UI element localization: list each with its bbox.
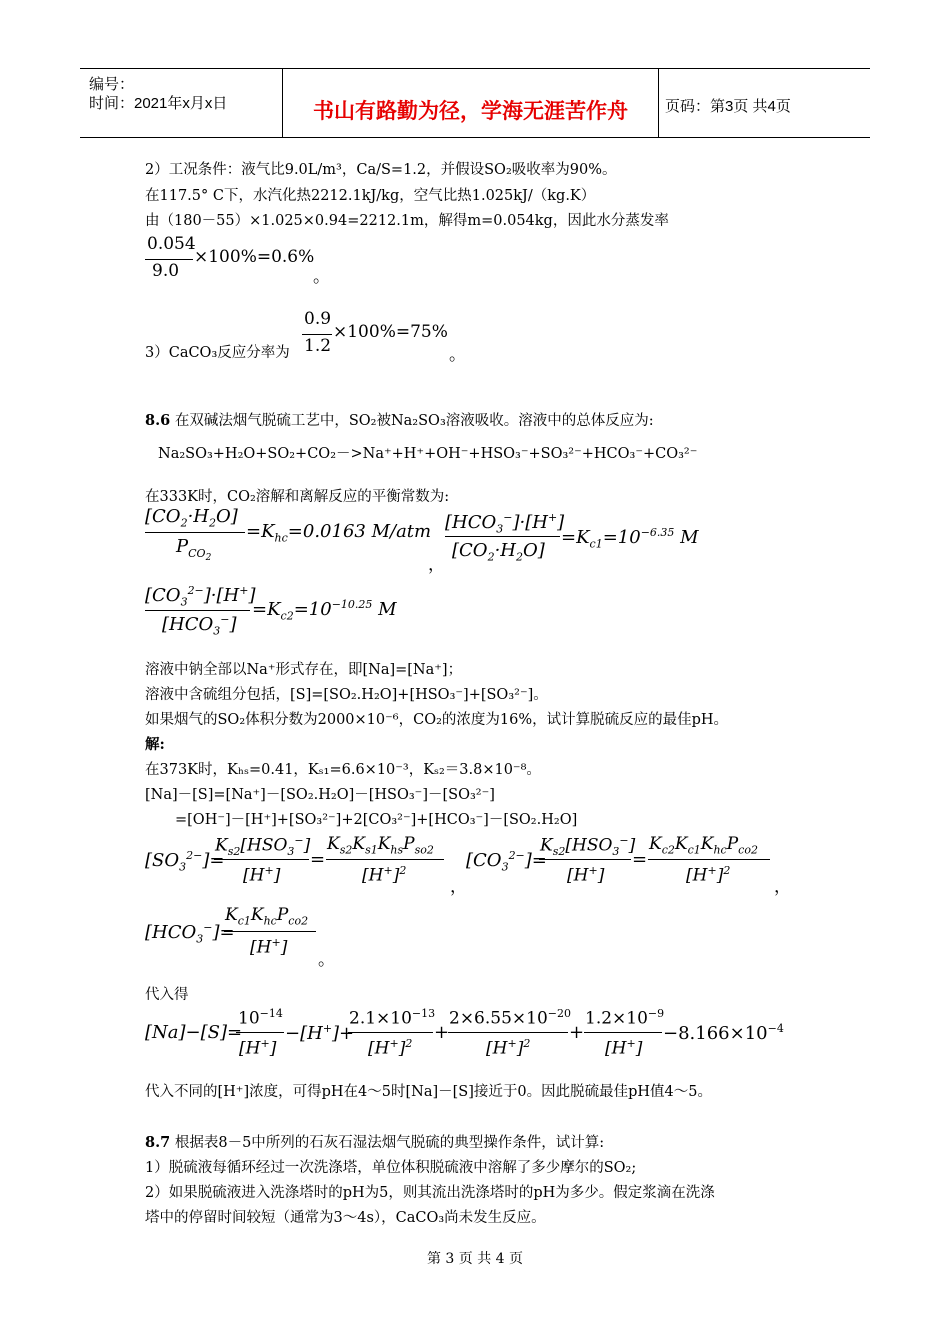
hco3-frac-bar <box>224 931 316 932</box>
hco3-period: 。 <box>318 950 335 970</box>
khc-denominator: $P_{CO_2}$ <box>176 536 212 563</box>
question-1: 1）脱硫液每循环经过一次洗涤塔，单位体积脱硫液中溶解了多少摩尔的SO₂; <box>145 1160 637 1176</box>
eq-intro-line: 在333K时，CO₂溶解和离解反应的平衡常数为: <box>145 489 450 505</box>
question-2b: 塔中的停留时间较短（通常为3～4s），CaCO₃尚未发生反应。 <box>145 1210 546 1226</box>
co3-frac2-bar <box>648 859 770 860</box>
doc-number-label: 编号： <box>89 76 135 93</box>
so3-lhs: $[SO_3^{2-}]=$ <box>145 849 225 874</box>
na-s-term3-den: $[H^+]^2$ <box>486 1037 531 1059</box>
khc-value: =0.0163 M/atm <box>287 521 432 542</box>
so3-frac1-num: $K_{s2}[HSO_3^-]$ <box>215 834 311 859</box>
so3-frac1-bar <box>214 859 309 860</box>
kc1-denominator: $[CO_2\cdot H_2O]$ <box>452 540 545 564</box>
khc-rhs: $=K_{hc}=0.0163$ M/atm <box>246 521 432 545</box>
na-s-tail <box>663 1022 784 1044</box>
so3-frac1-den: [H+] <box>243 864 281 886</box>
na-s-term3-num <box>449 1007 571 1029</box>
co3-frac1-den: [H+] <box>567 864 605 886</box>
heat-line: 在117.5° C下，水汽化热2212.1kJ/kg，空气比热1.025kJ/（kg.K） <box>145 188 596 204</box>
solution-label: 解: <box>145 736 165 753</box>
page-number-label: 页码：第3页 共4页 <box>665 98 791 115</box>
motto-text: 书山有路勤为径，学海无涯苦作舟 <box>313 100 628 123</box>
na-s-term4-bar <box>584 1032 662 1033</box>
section-number: 8.6 <box>145 412 171 429</box>
so3-comma: ， <box>450 877 467 897</box>
kc2-denominator: $[HCO_3^-]$ <box>162 613 237 638</box>
term3-exp: −20 <box>547 1007 572 1020</box>
na-s-term2-num <box>349 1007 435 1029</box>
evap-result: ×100%=0.6% <box>194 247 315 267</box>
constants-373k-line: 在373K时，Kₕₛ=0.41，Kₛ₁=6.6×10⁻³，Kₛ₂＝3.8×10⁻⁸。 <box>145 762 541 778</box>
na-s-term3-bar <box>448 1032 568 1033</box>
page-header <box>80 68 870 138</box>
evap-denominator: 9.0 <box>152 261 180 281</box>
conclusion-line: 代入不同的[H⁺]浓度，可得pH在4～5时[Na]－[S]接近于0。因此脱硫最佳pH值4～5。 <box>145 1084 712 1100</box>
kc1-rhs: $=K_{c1}=10^{-6.35}$ M <box>561 526 699 551</box>
kc2-exponent: −10.25 <box>331 598 373 611</box>
co3-frac1-num: $K_{s2}[HSO_3^-]$ <box>540 834 636 859</box>
so3-eq-sign: = <box>310 849 326 870</box>
react-result: ×100%=75% <box>333 322 448 342</box>
sodium-line: 溶液中钠全部以Na⁺形式存在，即[Na]=[Na⁺]； <box>145 662 463 678</box>
header-motto-cell <box>283 69 659 137</box>
balance-line-2: =[OH⁻]－[H⁺]+[SO₃²⁻]+2[CO₃²⁻]+[HCO₃⁻]－[SO₂.H₂O] <box>175 812 578 828</box>
so3-frac2-den: $[H^+]^2$ <box>362 864 407 886</box>
section-text: 根据表8－5中所列的石灰石湿法烟气脱硫的典型操作条件，试计算: <box>174 1135 605 1151</box>
kc2-fraction-bar <box>145 610 250 611</box>
balance-line-1: [Na]－[S]=[Na⁺]－[SO₂.H₂O]－[HSO₃⁻]－[SO₃²⁻] <box>145 787 495 803</box>
khc-fraction-bar <box>145 532 245 533</box>
hco3-num: $K_{c1}K_{hc}P_{co2}$ <box>225 905 309 928</box>
co3-lhs: $[CO_3^{2-}]=$ <box>466 849 547 874</box>
term2-base: 2.1×10 <box>349 1008 412 1029</box>
kc2-rhs: $=K_{c2}=10^{-10.25}$ M <box>252 598 397 623</box>
question-2a: 2）如果脱硫液进入洗涤塔时的pH为5，则其流出洗涤塔时的pH为多少。假定浆滴在洗涤 <box>145 1185 715 1201</box>
condition-line: 2）工况条件：液气比9.0L/m³，Ca/S=1.2，并假设SO₂吸收率为90%。 <box>145 162 617 178</box>
co3-frac2-num: $K_{c2}K_{c1}K_{hc}P_{co2}$ <box>649 834 758 857</box>
na-s-term1-bar <box>236 1032 284 1033</box>
evap-numerator: 0.054 <box>147 234 196 254</box>
term2-exp: −13 <box>411 1007 436 1020</box>
react-denominator: 1.2 <box>304 336 332 356</box>
page-footer: 第 3 页 共 4 页 <box>426 1251 524 1267</box>
na-s-h-term: −[H+]+ <box>285 1022 355 1044</box>
na-s-term4-den: [H+] <box>605 1037 643 1059</box>
evap-fraction-bar <box>145 259 193 260</box>
plus-sign-2: + <box>569 1022 585 1043</box>
co3-eq-sign: = <box>632 849 648 870</box>
evap-period: 。 <box>313 267 330 287</box>
kc2-numerator: $[CO_3^{2-}]\cdot[H^+]$ <box>145 584 256 609</box>
kc2-value: =10 <box>293 599 332 620</box>
react-fraction-bar <box>302 334 332 335</box>
plus-sign-1: + <box>434 1022 450 1043</box>
react-numerator: 0.9 <box>304 309 332 329</box>
section-number: 8.7 <box>145 1134 171 1151</box>
sulfur-line: 溶液中含硫组分包括，[S]=[SO₂.H₂O]+[HSO₃⁻]+[SO₃²⁻]。 <box>145 687 548 703</box>
hco3-lhs: $[HCO_3^-]=$ <box>145 921 235 946</box>
kc1-exponent: −6.35 <box>640 526 675 539</box>
substitute-line: 代入得 <box>145 987 189 1003</box>
tail-exp: −4 <box>767 1022 784 1035</box>
evap-calc-line: 由（180－55）×1.025×0.94=2212.1m，解得m=0.054kg，因此水分蒸发率 <box>145 213 669 229</box>
kc1-numerator: $[HCO_3^-]\cdot[H^+]$ <box>445 511 565 536</box>
na-s-term2-bar <box>348 1032 433 1033</box>
term4-exp: −9 <box>647 1007 665 1020</box>
so3-frac2-num: $K_{s2}K_{s1}K_{hs}P_{so2}$ <box>327 834 434 857</box>
flue-gas-line: 如果烟气的SO₂体积分数为2000×10⁻⁶，CO₂的浓度为16%，试计算脱硫反应的最佳pH。 <box>145 712 729 728</box>
na-s-term1-den: [H+] <box>239 1037 277 1059</box>
khc-comma: ， <box>428 555 445 575</box>
section-text: 在双碱法烟气脱硫工艺中，SO₂被Na₂SO₃溶液吸收。溶液中的总体反应为: <box>174 413 654 429</box>
hco3-den: [H+] <box>250 936 288 958</box>
overall-reaction: Na₂SO₃+H₂O+SO₂+CO₂－>Na⁺+H⁺+OH⁻+HSO₃⁻+SO₃²⁻+HCO₃⁻+CO₃²⁻ <box>158 446 698 462</box>
na-s-term4-num <box>585 1007 664 1029</box>
tail-base: −8.166×10 <box>663 1023 768 1044</box>
so3-frac2-bar <box>326 859 444 860</box>
khc-numerator: $[CO_2\cdot H_2O]$ <box>145 506 238 530</box>
co3-frac1-bar <box>539 859 631 860</box>
co3-comma: ， <box>774 877 791 897</box>
header-info-cell <box>80 69 283 137</box>
term4-base: 1.2×10 <box>585 1008 648 1029</box>
section-8-6-heading <box>145 411 654 431</box>
header-page-cell <box>659 69 870 137</box>
section-8-7-heading <box>145 1133 604 1153</box>
na-s-term2-den: $[H^+]^2$ <box>368 1037 413 1059</box>
react-period: 。 <box>449 345 466 365</box>
na-s-term1-num <box>238 1007 283 1029</box>
na-s-lhs: [Na]−[S]= <box>145 1022 243 1043</box>
term3-base: 2×6.55×10 <box>449 1008 548 1029</box>
co3-frac2-den: $[H^+]^2$ <box>686 864 731 886</box>
kc1-value: =10 <box>602 527 641 548</box>
caco3-line: 3）CaCO₃反应分率为 <box>145 345 290 361</box>
doc-time-label: 时间：2021年x月x日 <box>89 95 228 112</box>
kc1-fraction-bar <box>445 536 560 537</box>
term1-base: 10 <box>238 1008 260 1029</box>
term1-exp: −14 <box>259 1007 283 1020</box>
